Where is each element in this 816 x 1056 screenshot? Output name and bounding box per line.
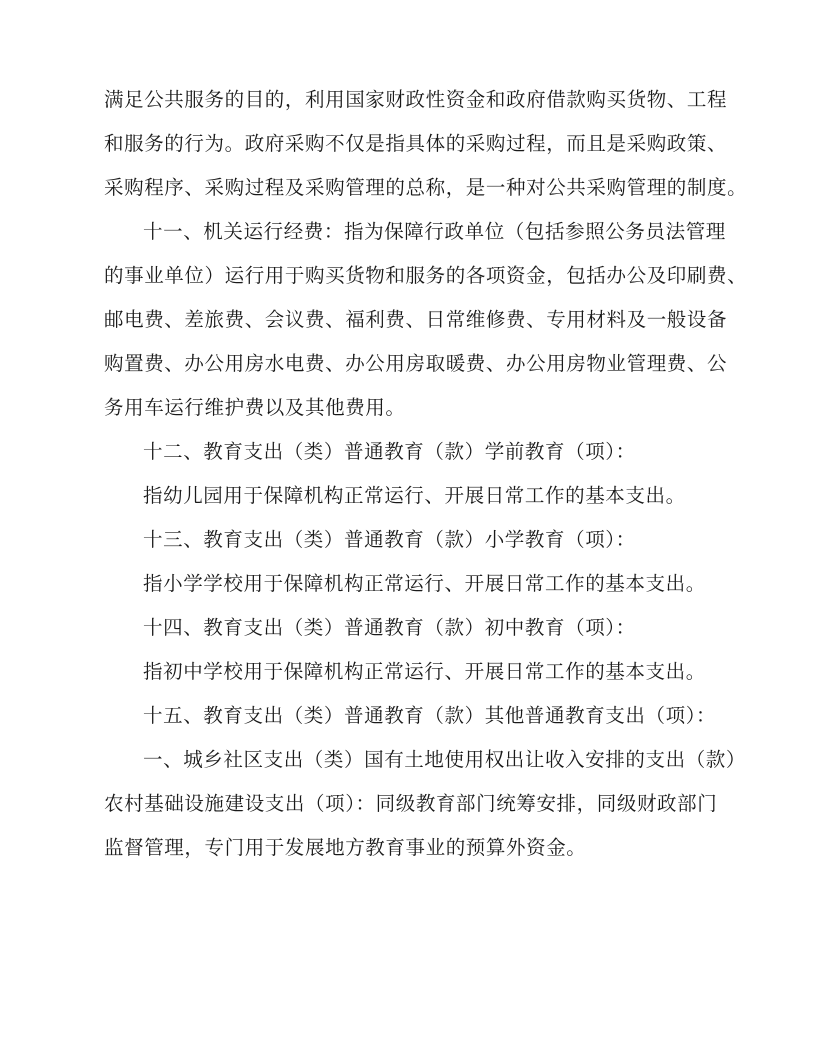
paragraph-11-heading-line: 十一、机关运行经费：指为保障行政单位（包括参照公务员法管理 — [143, 220, 726, 243]
text-line: 邮电费、差旅费、会议费、福利费、日常维修费、专用材料及一般设备 — [104, 308, 728, 331]
section-12-body: 指幼儿园用于保障机构正常运行、开展日常工作的基本支出。 — [143, 484, 686, 507]
text-line: 购置费、办公用房水电费、办公用房取暖费、办公用房物业管理费、公 — [104, 352, 728, 375]
text-line: 监督管理，专门用于发展地方教育事业的预算外资金。 — [104, 836, 587, 859]
section-14-body: 指初中学校用于保障机构正常运行、开展日常工作的基本支出。 — [143, 660, 706, 683]
section-15-heading: 十五、教育支出（类）普通教育（款）其他普通教育支出（项）： — [143, 704, 717, 727]
section-12-heading: 十二、教育支出（类）普通教育（款）学前教育（项）： — [143, 440, 636, 463]
text-line: 的事业单位）运行用于购买货物和服务的各项资金，包括办公及印刷费、 — [104, 264, 748, 287]
text-line: 农村基础设施建设支出（项）：同级教育部门统筹安排，同级财政部门 — [104, 792, 718, 815]
text-line: 和服务的行为。政府采购不仅是指具体的采购过程，而且是采购政策、 — [104, 132, 728, 155]
text-line: 满足公共服务的目的，利用国家财政性资金和政府借款购买货物、工程 — [104, 88, 728, 111]
text-line: 采购程序、采购过程及采购管理的总称，是一种对公共采购管理的制度。 — [104, 176, 748, 199]
section-14-heading: 十四、教育支出（类）普通教育（款）初中教育（项）： — [143, 616, 636, 639]
text-line: 务用车运行维护费以及其他费用。 — [104, 396, 406, 419]
section-15-body-line: 一、城乡社区支出（类）国有土地使用权出让收入安排的支出（款） — [143, 748, 747, 771]
section-13-heading: 十三、教育支出（类）普通教育（款）小学教育（项）： — [143, 528, 636, 551]
section-13-body: 指小学学校用于保障机构正常运行、开展日常工作的基本支出。 — [143, 572, 706, 595]
